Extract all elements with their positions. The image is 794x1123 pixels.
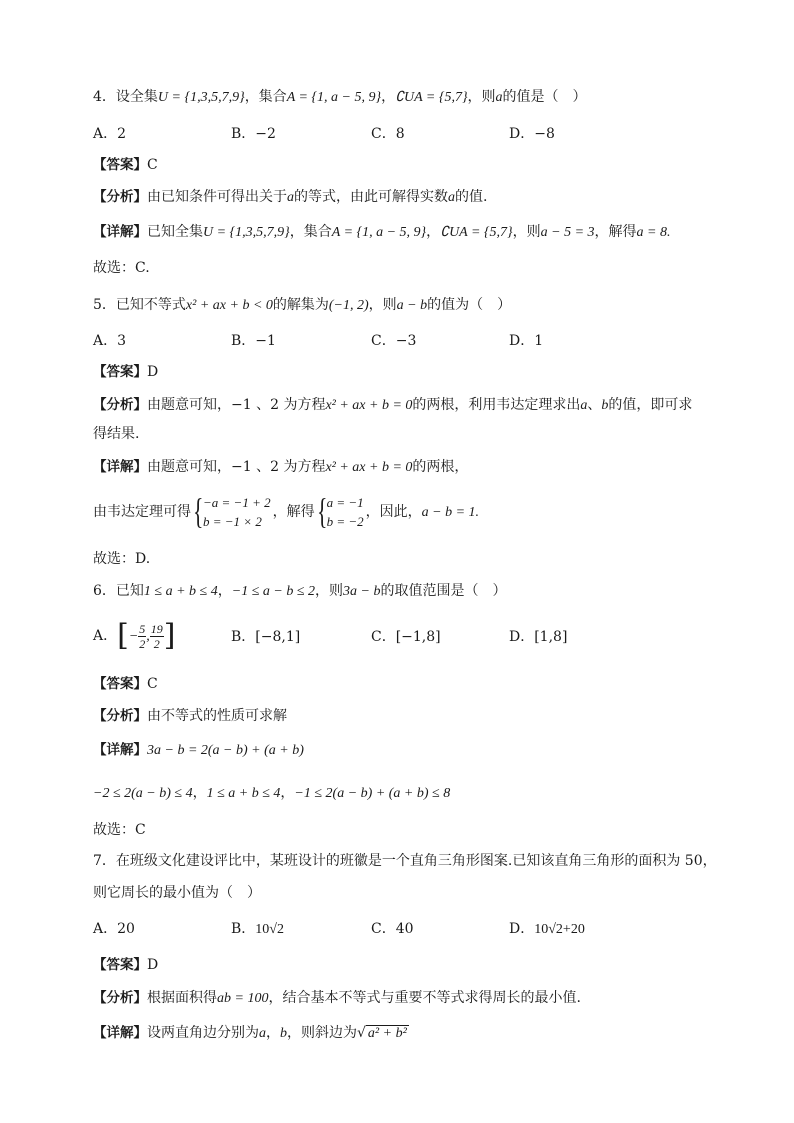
- q4-detail: 【详解】已知全集U = {1,3,5,7,9}，集合A = {1, a − 5, 9}，∁UA = {5,7}，则a − 5 = 3，解得a = 8.: [93, 224, 671, 240]
- q5-system-2: { a = −1 b = −2: [316, 491, 364, 531]
- q4-set-U: U = {1,3,5,7,9}: [157, 90, 245, 105]
- q5-choose: 故选：D.: [93, 551, 151, 567]
- q6-option-a: A．[− $\frac{5}{2}$ , $\frac{19}{2}$ ]: [93, 618, 176, 653]
- q5-analysis-cont: 得结果.: [93, 426, 140, 442]
- q4-analysis: 【分析】由已知条件可得出关于a的等式，由此可解得实数a的值.: [93, 189, 488, 205]
- q7-hypotenuse: a² + b²: [367, 1026, 407, 1041]
- q4-stem: 4．设全集U = {1,3,5,7,9}，集合A = {1, a − 5, 9}，∁UA = {5,7}，则a的值是（ ）: [93, 89, 587, 105]
- q7-stem-cont: 则它周长的最小值为（ ）: [93, 885, 261, 901]
- q5-system-1: { −a = −1 + 2 b = −1 × 2: [193, 491, 271, 531]
- q5-stem: 5．已知不等式x² + ax + b < 0的解集为(−1, 2)，则a − b的值为（ ）: [93, 297, 512, 313]
- q4-answer: 【答案】C: [93, 157, 158, 173]
- q6-answer: 【答案】C: [93, 676, 158, 692]
- q5-option-a: A．3: [93, 333, 127, 349]
- q5-option-b: B．−1: [231, 333, 276, 349]
- q6-option-d: D．[1,8]: [509, 629, 568, 645]
- q7-option-d: D．10√2+20: [509, 921, 585, 937]
- q5-analysis: 【分析】由题意可知，−1 、2 为方程x² + ax + b = 0的两根，利用韦达定理求出a、b的值，即可求: [93, 397, 693, 413]
- q5-answer: 【答案】D: [93, 364, 159, 380]
- q7-answer: 【答案】D: [93, 957, 159, 973]
- q6-choose: 故选：C: [93, 822, 146, 838]
- q7-option-c: C．40: [371, 921, 414, 937]
- q6-option-c: C．[−1,8]: [371, 629, 441, 645]
- q6-option-b: B．[−8,1]: [231, 629, 301, 645]
- q6-detail: 【详解】3a − b = 2(a − b) + (a + b): [93, 742, 304, 758]
- q4-option-d: D．−8: [509, 126, 555, 142]
- q4-complement: ∁UA = {5,7}: [395, 90, 468, 105]
- q4-set-A: A = {1, a − 5, 9}: [286, 90, 382, 105]
- q7-option-a: A．20: [93, 921, 135, 937]
- q4-option-a: A．2: [93, 126, 127, 142]
- q6-stem: 6．已知1 ≤ a + b ≤ 4，−1 ≤ a − b ≤ 2，则3a − b的取值范围是（ ）: [93, 583, 507, 599]
- q7-option-b: B．10√2: [231, 921, 284, 937]
- q5-option-c: C．−3: [371, 333, 417, 349]
- q5-vieta: 由韦达定理可得 { −a = −1 + 2 b = −1 × 2 ，解得 { a = −1 b = −2 ，因此，a − b = 1.: [93, 491, 480, 531]
- q6-detail-line2: −2 ≤ 2(a − b) ≤ 4，1 ≤ a + b ≤ 4，−1 ≤ 2(a − b) + (a + b) ≤ 8: [93, 785, 451, 801]
- q7-analysis: 【分析】根据面积得ab = 100，结合基本不等式与重要不等式求得周长的最小值.: [93, 990, 581, 1006]
- q4-option-c: C．8: [371, 126, 405, 142]
- q5-detail: 【详解】由题意可知，−1 、2 为方程x² + ax + b = 0的两根，: [93, 459, 469, 475]
- q7-detail: 【详解】设两直角边分别为a，b，则斜边为√ a² + b²: [93, 1025, 407, 1041]
- q5-option-d: D．1: [509, 333, 544, 349]
- q4-option-b: B．−2: [231, 126, 276, 142]
- q4-choose: 故选：C.: [93, 260, 150, 276]
- q7-stem: 7．在班级文化建设评比中，某班设计的班徽是一个直角三角形图案.已知该直角三角形的面积为 50，: [93, 853, 717, 869]
- q6-analysis: 【分析】由不等式的性质可求解: [93, 708, 287, 724]
